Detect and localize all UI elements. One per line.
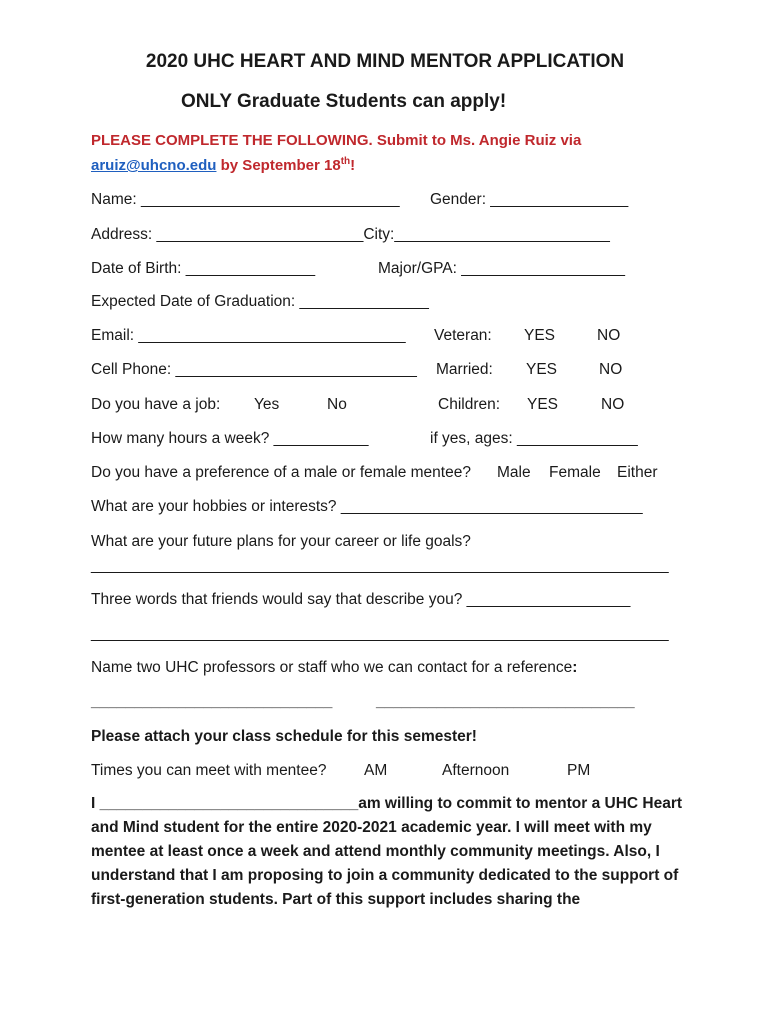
three-words-field[interactable]: Three words that friends would say that describe you? ___________________ [91,591,631,608]
reference-colon: : [572,659,578,676]
deadline-text: by September 18 [216,157,341,174]
page-title: 2020 UHC HEART AND MIND MENTOR APPLICATION [145,51,625,72]
children-label: Children: [438,396,501,413]
veteran-no-option[interactable]: NO [597,327,621,344]
attach-schedule-note: Please attach your class schedule for this semester! [91,728,477,745]
hours-field[interactable]: How many hours a week? ___________ [91,430,369,447]
instructions-line: PLEASE COMPLETE THE FOLLOWING. Submit to Ms. Angie Ruiz via [91,132,582,149]
future-plans-line[interactable]: ___________________________________________________________________ [91,557,669,574]
deadline-exclaim: ! [350,157,356,174]
reference-line-1[interactable]: ____________________________ [91,693,333,710]
page-subtitle: ONLY Graduate Students can apply! [181,91,507,112]
married-no-option[interactable]: NO [599,361,623,378]
married-yes-option[interactable]: YES [526,361,558,378]
veteran-label: Veteran: [434,327,492,344]
future-plans-question: What are your future plans for your career or life goals? [91,533,471,550]
job-yes-option[interactable]: Yes [254,396,280,413]
hobbies-field[interactable]: What are your hobbies or interests? ___________________________________ [91,498,643,515]
three-words-line[interactable]: ___________________________________________________________________ [91,625,669,642]
major-gpa-field[interactable]: Major/GPA: ___________________ [378,260,626,277]
pref-female-option[interactable]: Female [549,464,601,481]
time-afternoon-option[interactable]: Afternoon [442,762,510,779]
married-label: Married: [436,361,493,378]
reference-question [91,658,577,678]
graduation-date-field[interactable]: Expected Date of Graduation: _______________ [91,293,429,310]
address-city-field[interactable]: Address: ________________________City:_________________________ [91,226,610,243]
children-yes-option[interactable]: YES [527,396,559,413]
name-field[interactable]: Name: ______________________________ [91,191,400,208]
instructions-deadline [91,156,355,176]
commitment-statement: I ______________________________am willing to commit to mentor a UHC Heart and Mind student for the entire 2020-2021 academic year. I will meet with my mentee at least once a week and attend monthly community meetings. Also, I understand that I am proposing to join a community dedicated to the support of first-generation students. Part of this support includes sharing the [91,795,683,908]
contact-email-link[interactable]: aruiz@uhcno.edu [91,157,217,174]
job-no-option[interactable]: No [327,396,347,413]
meeting-times-question: Times you can meet with mentee? [91,762,327,779]
veteran-yes-option[interactable]: YES [524,327,556,344]
children-ages-field[interactable]: if yes, ages: ______________ [430,430,638,447]
dob-field[interactable]: Date of Birth: _______________ [91,260,316,277]
mentee-preference-question: Do you have a preference of a male or female mentee? [91,464,471,481]
time-pm-option[interactable]: PM [567,762,591,779]
children-no-option[interactable]: NO [601,396,625,413]
gender-field[interactable]: Gender: ________________ [430,191,629,208]
pref-male-option[interactable]: Male [497,464,531,481]
deadline-superscript: th [340,156,351,167]
pref-either-option[interactable]: Either [617,464,658,481]
time-am-option[interactable]: AM [364,762,388,779]
reference-question-text: Name two UHC professors or staff who we can contact for a reference [91,659,573,676]
cell-phone-field[interactable]: Cell Phone: ____________________________ [91,361,417,378]
job-label: Do you have a job: [91,396,221,413]
reference-line-2[interactable]: ______________________________ [376,693,635,710]
email-field[interactable]: Email: _______________________________ [91,327,406,344]
